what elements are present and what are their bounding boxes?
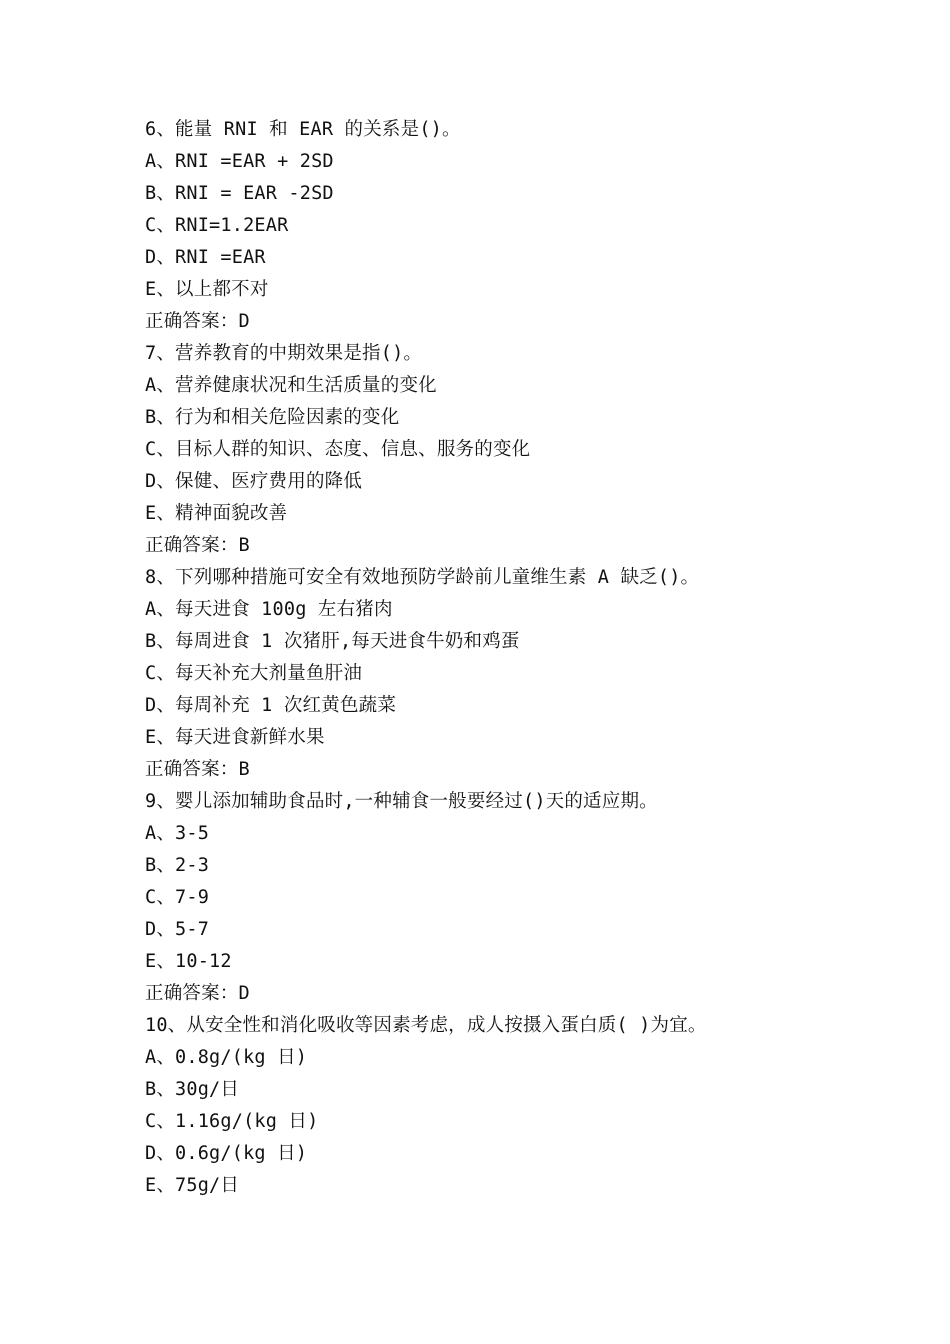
- question-stem: 6、能量 RNI 和 EAR 的关系是()。: [145, 119, 461, 140]
- option-b: B、RNI = EAR -2SD: [145, 183, 334, 204]
- option-e: E、75g/日: [145, 1175, 240, 1196]
- option-c: C、1.16g/(kg 日): [145, 1111, 319, 1132]
- option-b: B、2-3: [145, 855, 210, 876]
- option-a: A、每天进食 100g 左右猪肉: [145, 599, 393, 620]
- question-stem: 7、营养教育的中期效果是指()。: [145, 343, 423, 364]
- option-d: D、保健、医疗费用的降低: [145, 471, 363, 492]
- option-a: A、RNI =EAR + 2SD: [145, 151, 334, 172]
- option-c: C、每天补充大剂量鱼肝油: [145, 663, 363, 684]
- question-list: [145, 114, 905, 1202]
- option-e: E、以上都不对: [145, 279, 269, 300]
- option-e: E、每天进食新鲜水果: [145, 727, 325, 748]
- option-d: D、每周补充 1 次红黄色蔬菜: [145, 695, 397, 716]
- option-c: C、目标人群的知识、态度、信息、服务的变化: [145, 439, 531, 460]
- correct-answer: 正确答案：B: [145, 535, 250, 556]
- option-a: A、营养健康状况和生活质量的变化: [145, 375, 437, 396]
- option-b: B、行为和相关危险因素的变化: [145, 407, 400, 428]
- option-d: D、0.6g/(kg 日): [145, 1143, 308, 1164]
- correct-answer: 正确答案：B: [145, 759, 250, 780]
- question-stem: 10、从安全性和消化吸收等因素考虑，成人按摄入蛋白质( )为宜。: [145, 1015, 707, 1036]
- option-a: A、3-5: [145, 823, 210, 844]
- option-d: D、RNI =EAR: [145, 247, 266, 268]
- option-e: E、精神面貌改善: [145, 503, 288, 524]
- option-c: C、7-9: [145, 887, 210, 908]
- correct-answer: 正确答案：D: [145, 311, 250, 332]
- option-a: A、0.8g/(kg 日): [145, 1047, 308, 1068]
- question-stem: 9、婴儿添加辅助食品时,一种辅食一般要经过()天的适应期。: [145, 791, 658, 812]
- question-stem: 8、下列哪种措施可安全有效地预防学龄前儿童维生素 A 缺乏()。: [145, 567, 700, 588]
- option-d: D、5-7: [145, 919, 210, 940]
- option-e: E、10-12: [145, 951, 232, 972]
- option-b: B、30g/日: [145, 1079, 240, 1100]
- option-c: C、RNI=1.2EAR: [145, 215, 289, 236]
- correct-answer: 正确答案：D: [145, 983, 250, 1004]
- option-b: B、每周进食 1 次猪肝,每天进食牛奶和鸡蛋: [145, 631, 520, 652]
